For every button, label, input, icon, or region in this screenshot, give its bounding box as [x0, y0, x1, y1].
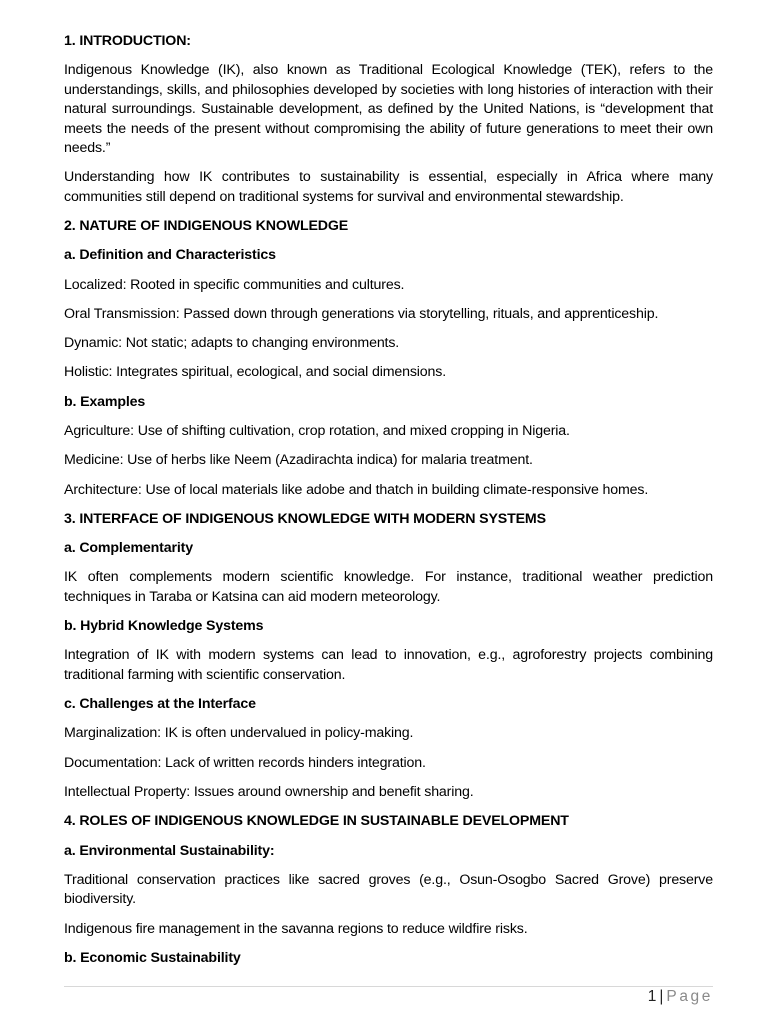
list-item-oral-transmission: Oral Transmission: Passed down through generations via storytelling, rituals, and apprenticeship.	[64, 305, 659, 322]
list-item-intellectual-property: Intellectual Property: Issues around ownership and benefit sharing.	[64, 784, 474, 801]
section-heading-nature: 2. NATURE OF INDIGENOUS KNOWLEDGE	[64, 217, 349, 234]
list-item-dynamic: Dynamic: Not static; adapts to changing environments.	[64, 335, 400, 352]
list-item-holistic: Holistic: Integrates spiritual, ecological, and social dimensions.	[64, 364, 447, 381]
page-number-label	[648, 987, 713, 1007]
list-item-localized: Localized: Rooted in specific communities and cultures.	[64, 276, 405, 293]
section-heading-interface: 3. INTERFACE OF INDIGENOUS KNOWLEDGE WITH MODERN SYSTEMS	[64, 510, 546, 527]
list-item-agriculture: Agriculture: Use of shifting cultivation, crop rotation, and mixed cropping in Nigeria.	[64, 423, 570, 439]
paragraph-fire-management: Indigenous fire management in the savanna regions to reduce wildfire risks.	[64, 920, 528, 937]
list-item-medicine: Medicine: Use of herbs like Neem (Azadirachta indica) for malaria treatment.	[64, 452, 533, 469]
page-footer	[64, 986, 713, 1005]
section-heading-introduction: 1. INTRODUCTION:	[64, 33, 191, 49]
paragraph-complementarity: IK often complements modern scientific knowledge. For instance, traditional weather prediction techniques in Taraba or Katsina can aid modern meteorology.	[64, 569, 713, 605]
section-heading-roles: 4. ROLES OF INDIGENOUS KNOWLEDGE IN SUSTAINABLE DEVELOPMENT	[64, 813, 569, 830]
paragraph-ik-importance: Understanding how IK contributes to sustainability is essential, especially in Africa where many communities still depend on traditional systems for survival and environmental stewardship.	[64, 169, 713, 205]
paragraph-sacred-groves: Traditional conservation practices like sacred groves (e.g., Osun-Osogbo Sacred Grove) preserve biodiversity.	[64, 871, 713, 908]
list-item-marginalization: Marginalization: IK is often undervalued in policy-making.	[64, 725, 414, 742]
subheading-complementarity: a. Complementarity	[64, 540, 193, 557]
document-body	[64, 32, 713, 978]
subheading-examples: b. Examples	[64, 393, 146, 410]
subheading-definition: a. Definition and Characteristics	[64, 247, 276, 264]
list-item-architecture: Architecture: Use of local materials like adobe and thatch in building climate-responsive homes.	[64, 481, 649, 498]
page-word: Page	[666, 988, 713, 1005]
paragraph-ik-definition: Indigenous Knowledge (IK), also known as Traditional Ecological Knowledge (TEK), refers to the understandings, skills, and philosophies developed by societies with long histories of interaction with their natural surroundings. Sustainable development, as defined by the United Nations, is “development that meets the needs of the present without compromising the ability of future generations to meet their own needs.”	[64, 62, 713, 156]
footer-separator: |	[659, 988, 664, 1005]
page-number: 1	[647, 988, 657, 1005]
paragraph-hybrid: Integration of IK with modern systems can lead to innovation, e.g., agroforestry projects combining traditional farming with scientific conservation.	[64, 647, 713, 683]
subheading-environmental: a. Environmental Sustainability:	[64, 842, 275, 859]
subheading-economic: b. Economic Sustainability	[64, 949, 241, 966]
subheading-challenges: c. Challenges at the Interface	[64, 696, 256, 713]
list-item-documentation: Documentation: Lack of written records hinders integration.	[64, 754, 426, 771]
subheading-hybrid: b. Hybrid Knowledge Systems	[64, 618, 264, 635]
